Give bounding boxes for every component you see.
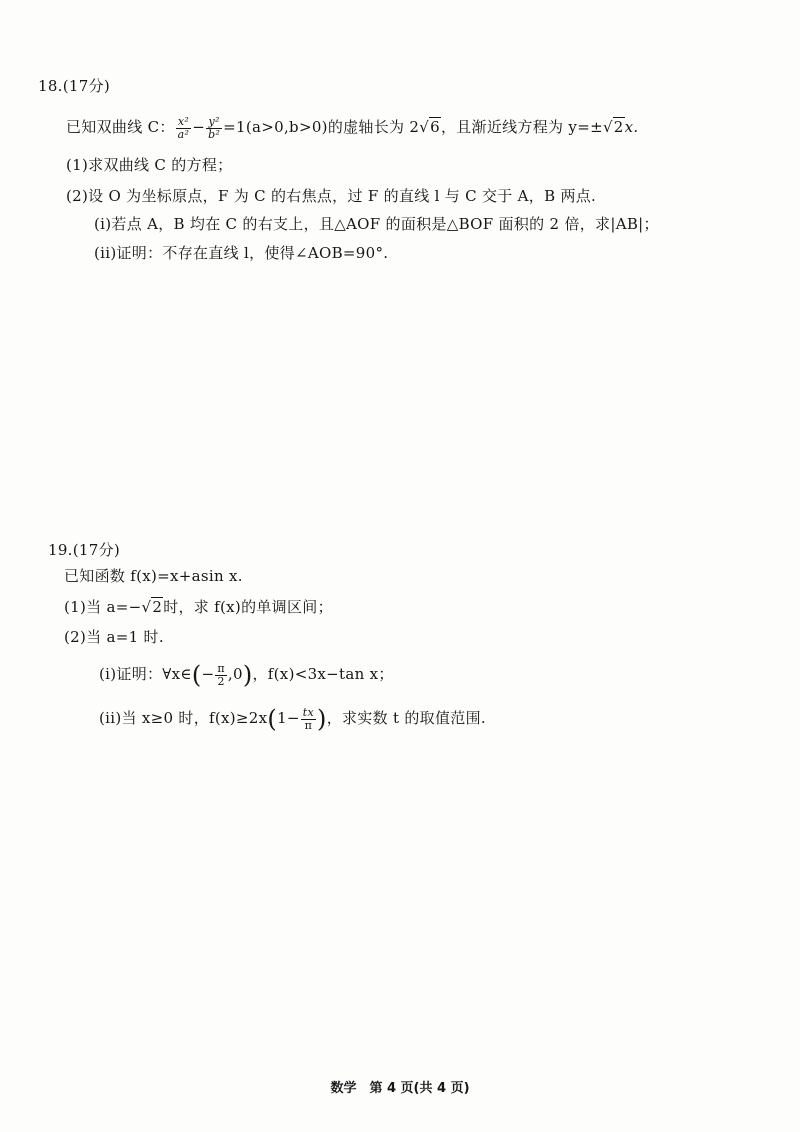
q19-part1: (1)当 a=−√2时，求 f(x)的单调区间； [64, 598, 333, 616]
q19-part2-i-frac [215, 663, 227, 688]
q19-part2-i [99, 656, 394, 692]
q19-part2-ii-post: ，求实数 t 的取值范围. [326, 709, 486, 727]
q18-part2-ii: (ii)证明：不存在直线 l，使得∠AOB=90°. [94, 244, 389, 262]
q18-stem-prefix: 已知双曲线 C： [66, 118, 175, 136]
q19-part2-i-lparen: ( [191, 661, 202, 689]
q18-sqrt6: 6 [430, 118, 440, 136]
q19-part2-ii-rparen: ) [317, 705, 327, 733]
q18-frac-x-num: x² [176, 116, 192, 129]
q19-part2-ii [99, 700, 486, 736]
q19-part1-post: 时，求 f(x)的单调区间； [163, 598, 333, 616]
q19-part1-sqrt: 2 [152, 598, 163, 616]
q19-header: 19.(17分) [48, 541, 121, 559]
q19-part2-i-rparen: ) [242, 661, 253, 689]
q18-frac-x [176, 116, 192, 141]
q19-part2-i-zero: ,0 [227, 665, 243, 683]
q19-part2-ii-frac [301, 707, 316, 732]
q19-part2-ii-pre: (ii)当 x≥0 时，f(x)≥2x [99, 709, 268, 727]
q19-part2-i-minus: − [201, 665, 215, 683]
q18-stem-end: x. [624, 118, 639, 136]
q18-header: 18.(17分) [38, 77, 111, 95]
q18-frac-y-den: b² [208, 127, 221, 141]
q19-part2-i-post: ，f(x)<3x−tan x； [252, 665, 394, 683]
q18-frac-x-den: a² [177, 127, 190, 141]
q19-part2-ii-lparen: ( [267, 705, 278, 733]
q18-part2: (2)设 O 为坐标原点，F 为 C 的右焦点，过 F 的直线 l 与 C 交于 A，B 两点. [66, 187, 597, 205]
q18-stem: 已知双曲线 C： $\frac{\text{x²}}{\text{a²}}$ − $\frac{\text{y²}}{\text{b²}}$ =1(a>0,b>0)的虚轴长为 2√6，且渐近线方程为 y=±√2x. [66, 114, 639, 141]
q19-part2-i-frac-den: 2 [217, 674, 225, 688]
q19-part2-ii-one: 1− [277, 709, 300, 727]
q18-frac-y-num: y² [206, 116, 222, 129]
q19-part2-i-pre: (i)证明：∀x∈ [99, 665, 192, 683]
q18-stem-mid2: ，且渐近线方程为 y=± [440, 118, 603, 136]
q18-frac-y [206, 116, 222, 141]
q19-part2-i-frac-num: π [217, 661, 225, 675]
page-footer: 数学 第 4 页(共 4 页) [330, 1081, 470, 1096]
q19-part2: (2)当 a=1 时. [64, 628, 164, 646]
q18-part2-i: (i)若点 A，B 均在 C 的右支上，且△AOF 的面积是△BOF 面积的 2 倍，求|AB|； [94, 215, 659, 233]
q19-part2-ii-frac-num: tx [302, 705, 315, 719]
q19-part2-ii-frac-den: π [304, 718, 313, 732]
q18-sqrt2: 2 [613, 118, 624, 136]
q19-part1-pre: (1)当 a=− [64, 598, 142, 616]
q18-minus: − [192, 118, 206, 136]
q18-stem-mid: =1(a>0,b>0)的虚轴长为 2 [223, 118, 420, 136]
q19-stem: 已知函数 f(x)=x+asin x. [64, 567, 243, 585]
q18-part1: (1)求双曲线 C 的方程； [66, 156, 233, 174]
